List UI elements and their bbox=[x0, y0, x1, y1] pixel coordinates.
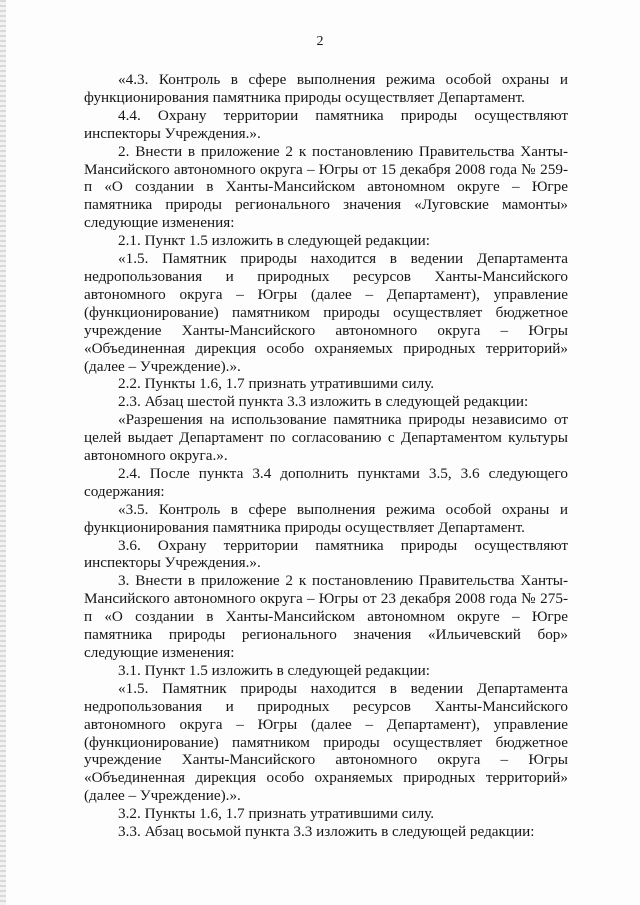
paragraph-quote-3-5: «3.5. Контроль в сфере выполнения режима особой охраны и функционирования памятника природы осуществляет Департамент. bbox=[84, 500, 568, 536]
paragraph-4-3: «4.3. Контроль в сфере выполнения режима особой охраны и функционирования памятника природы осуществляет Департамент. bbox=[84, 71, 568, 106]
scan-edge bbox=[0, 0, 6, 905]
document-body bbox=[84, 71, 568, 841]
paragraph-quote-1-5-second: «1.5. Памятник природы находится в ведении Департамента недропользования и природных ресурсов Ханты-Мансийского автономного округа – Югры (далее – Департамент), управление (функционирование) памятником природы осуществляет бюджетное учреждение Ханты-Мансийского автономного округа – Югры «Объединенная дирекция особо охраняемых природных территорий» (далее – Учреждение).». bbox=[84, 679, 568, 805]
paragraph-2-1: 2.1. Пункт 1.5 изложить в следующей редакции: bbox=[118, 232, 431, 250]
paragraph-2-3: 2.3. Абзац шестой пункта 3.3 изложить в следующей редакции: bbox=[118, 393, 529, 411]
paragraph-2-4: 2.4. После пункта 3.4 дополнить пунктами 3.5, 3.6 следующего содержания: bbox=[84, 464, 568, 500]
paragraph-4-4: 4.4. Охрану территории памятника природы осуществляют инспекторы Учреждения.». bbox=[84, 106, 568, 142]
paragraph-item-2: 2. Внести в приложение 2 к постановлению Правительства Ханты-Мансийского автономного округа – Югры от 15 декабря 2008 года № 259-п «О создании в Ханты-Мансийском автономном округе – Югре памятника природы регионального значения «Луговские мамонты» следующие изменения: bbox=[84, 142, 568, 232]
paragraph-3-3: 3.3. Абзац восьмой пункта 3.3 изложить в следующей редакции: bbox=[118, 823, 535, 841]
paragraph-quote-1-5: «1.5. Памятник природы находится в ведении Департамента недропользования и природных ресурсов Ханты-Мансийского автономного округа – Югры (далее – Департамент), управление (функционирование) памятником природы осуществляет бюджетное учреждение Ханты-Мансийского автономного округа – Югры «Объединенная дирекция особо охраняемых природных территорий» (далее – Учреждение).». bbox=[84, 250, 568, 375]
page-number: 2 bbox=[316, 34, 324, 49]
paragraph-2-2: 2.2. Пункты 1.6, 1.7 признать утратившими силу. bbox=[118, 375, 435, 393]
paragraph-quote-permits: «Разрешения на использование памятника природы независимо от целей выдает Департамент по согласованию с Департаментом культуры автономного округа.». bbox=[84, 411, 568, 465]
paragraph-item-3: 3. Внести в приложение 2 к постановлению Правительства Ханты-Мансийского автономного округа – Югры от 23 декабря 2008 года № 275-п «О создании в Ханты-Мансийском автономном округе – Югре памятника природы регионального значения «Ильичевский бор» следующие изменения: bbox=[84, 572, 568, 661]
paragraph-3-1: 3.1. Пункт 1.5 изложить в следующей редакции: bbox=[118, 661, 431, 679]
paragraph-3-6: 3.6. Охрану территории памятника природы осуществляют инспекторы Учреждения.». bbox=[84, 536, 568, 572]
paragraph-3-2: 3.2. Пункты 1.6, 1.7 признать утратившими силу. bbox=[118, 805, 435, 823]
